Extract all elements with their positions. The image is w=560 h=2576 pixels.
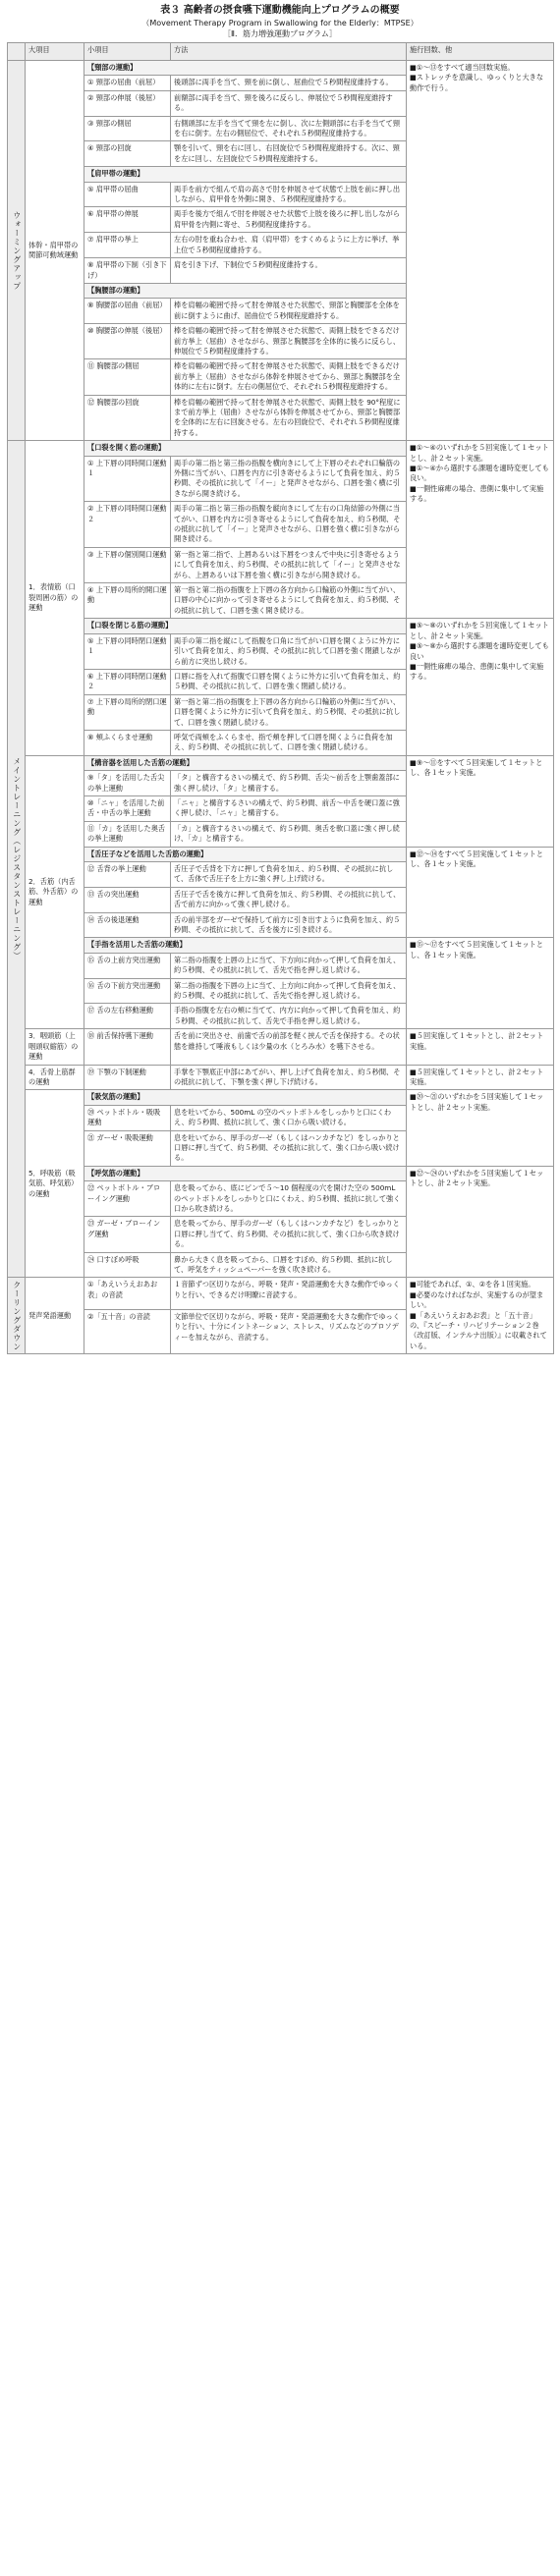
section-header-row — [8, 938, 554, 953]
section-header: 【頸部の運動】 — [84, 61, 407, 76]
method-cell: 棒を肩幅の範囲で持って肘を伸展させた状態で、頸部と胸腰部を全体を前に倒すように曲げ、屈曲位で５秒間程度維持する。 — [171, 299, 407, 324]
method-cell: 右側頭部に左手を当てて頸を左に倒し、次に左側頭部に右手を当てて頸を右に倒す。左右の側屈位で、それぞれ５秒間程度維持する。 — [171, 116, 407, 141]
item-cell: ⑦ 肩甲帯の挙上 — [84, 233, 171, 258]
item-cell: ⑧ 胸腰部の屈曲（前屈） — [84, 299, 171, 324]
item-cell: ⑬ 舌の突出運動 — [84, 887, 171, 912]
item-cell: ⑲ 下顎の下制運動 — [84, 1065, 171, 1090]
method-cell: 舌圧子で舌背を下方に押して負荷を加え、約５秒間、その抵抗に抗して、舌体で舌圧子を上方に強く押し上げ続ける。 — [171, 862, 407, 888]
method-cell: 手掌を下顎底正中部にあてがい、押し上げて負荷を加え、約５秒間、その抵抗に抗して、下顎を強く押し下げ続ける。 — [171, 1065, 407, 1090]
method-cell: 両手の第二指と第三指の指腹を横向きにして上下唇のそれぞれ口輪筋の外側に当てがい、口唇を内方に引き寄せるようにして負荷を加え、約５秒間、その抵抗に抗して「イー」と発声させながら、口唇を強く横に引きながら開き続ける。 — [171, 456, 407, 502]
method-cell: １音節ずつ区切りながら、呼吸・発声・発語運動を大きな動作でゆっくりと行い、できるだけ明瞭に音読する。 — [171, 1278, 407, 1309]
method-cell: 「タ」と構音するさいの構えで、約５秒間、舌尖〜前舌を上顎歯蓋部に強く押し続け、「タ」と構音する。 — [171, 771, 407, 796]
item-cell: ①「あえいうえおあお表」の音読 — [84, 1278, 171, 1309]
item-cell: ⑱ 前舌保持嚥下運動 — [84, 1029, 171, 1065]
notes-cell: ■可能であれば、①、②を各１回実施。 ■必要のなければなが、実施するのが望ましい。 ■「あえいうえおあお表」と「五十音」の、『スピーチ・リハビリテーション２巻（改訂版、インテルナ出版）』に収載されている。 — [407, 1278, 554, 1354]
method-cell: 手指の指腹を左右の頬に当てて、内方に向かって押して負荷を加え、約５秒間、その抵抗に抗して、舌先で手指を押し返し続ける。 — [171, 1004, 407, 1029]
section-header-row — [8, 1166, 554, 1180]
item-cell: ⑤ 上下唇の同時閉口運動１ — [84, 633, 171, 669]
phase-main-label: メイントレーニング（レジスタンストレーニング） — [12, 757, 22, 961]
category-cell: 5．呼吸筋（吸気筋、呼気筋）の運動 — [26, 1090, 84, 1278]
item-cell: ⑧ 頬ふくらませ運動 — [84, 730, 171, 755]
method-cell: 棒を肩幅の範囲で持って肘を伸展させた状態で、両側上肢を 90°程度にまで前方挙上（屈曲）させながら体幹を伸展させてから、頸部と胸腰部を全体的に左右に回旋させる。左右の回旋位で、それぞれ５秒間程度維持する。 — [171, 395, 407, 441]
method-cell: 文節単位で区切りながら、呼吸・発声・発語運動を大きな動作でゆっくりと行い、十分にイントネーション、ストレス、リズムなどのプロソディーを加えながら、音読する。 — [171, 1309, 407, 1353]
item-cell: ④ 頸部の回旋 — [84, 141, 171, 167]
item-cell: ⑤ 肩甲帯の屈曲 — [84, 182, 171, 207]
table-row — [8, 1029, 554, 1065]
document-title: 表３ 高齢者の摂食嚥下運動機能向上プログラムの概要 — [160, 5, 400, 16]
method-cell: 後頭部に両手を当て、頸を前に倒し、屈曲位で５秒間程度維持する。 — [171, 76, 407, 90]
method-cell: 息を吐いてから、500mL の空のペットボトルをしっかりと口にくわえ、約５秒間、抵抗に抗して、強く口から吸い続ける。 — [171, 1105, 407, 1130]
item-cell: ② 上下唇の同時開口運動２ — [84, 502, 171, 548]
section-header: 【吸気筋の運動】 — [84, 1090, 407, 1105]
section-header: 【口裂を開く筋の運動】 — [84, 441, 407, 456]
method-cell: 第二指の指腹を上唇の上に当て、下方向に向かって押して負荷を加え、約５秒間、その抵抗に抗して、舌先で指を押し返し続ける。 — [171, 953, 407, 978]
item-cell: ⑰ 舌の左右移動運動 — [84, 1004, 171, 1029]
method-cell: 舌を前に突出させ、前歯で舌の前部を軽く挟んで舌を保持する。その状態を維持して唾液もしくは少量の水（とろみ水）を嚥下させる。 — [171, 1029, 407, 1065]
header-item: 小項目 — [84, 43, 171, 61]
method-cell: 第一指と第二指の指腹を上下唇の各方向から口輪筋の外側に当てがい、口唇の中心に向かって引き寄せるようにして負荷を加え、約５秒間、その抵抗に抗して、口唇を強く開き続ける。 — [171, 583, 407, 619]
item-cell: ㉔ 口すぼめ呼吸 — [84, 1252, 171, 1278]
notes-cell: ■⑳〜㉑のいずれかを５回実施して１セットとし、計２セット実施。 — [407, 1090, 554, 1166]
section-header: 【胸腰部の運動】 — [84, 283, 407, 298]
section-header-row — [8, 441, 554, 456]
item-cell: ⑮ 舌の上前方突出運動 — [84, 953, 171, 978]
method-cell: 両手を後方で組んで肘を伸展させた状態で上肢を後ろに押し出しながら肩甲骨を内側に寄せ、５秒間程度維持する。 — [171, 207, 407, 233]
category-cell: 2．舌筋（内舌筋、外舌筋）の運動 — [26, 755, 84, 1029]
method-cell: 左右の肘を重ね合わせ、肩（肩甲帯）をすくめるように上方に挙げ、挙上位で５秒間程度維持する。 — [171, 233, 407, 258]
category-cell: 体幹・肩甲帯の関節可動域運動 — [26, 61, 84, 441]
section-header: 【肩甲帯の運動】 — [84, 167, 407, 182]
item-cell: ① 上下唇の同時開口運動１ — [84, 456, 171, 502]
header-category: 大項目 — [26, 43, 84, 61]
notes-cell: ■⑨〜⑪をすべて５回実施して１セットとし、各１セット実施。 — [407, 755, 554, 847]
phase-warmup — [8, 61, 26, 441]
document-subtitle-program: ［Ⅱ．筋力増強運動プログラム］ — [223, 29, 337, 38]
notes-cell: ■５回実施して１セットとし、計２セット実施。 — [407, 1029, 554, 1065]
method-cell: 第二指の指腹を下唇の上に当て、上方向に向かって押して負荷を加え、約５秒間、その抵抗に抗して、舌先で指を押し返し続ける。 — [171, 978, 407, 1004]
page — [7, 0, 553, 1354]
method-cell: 前額部に両手を当て、頸を後ろに反らし、伸展位で５秒間程度維持する。 — [171, 90, 407, 116]
table-header-row — [8, 43, 554, 61]
program-table — [7, 42, 554, 1354]
method-cell: 両手の第二指と第三指の指腹を縦向きにして左右の口角結節の外側に当てがい、口唇を内方に引き寄せるようにして負荷を加え、約５秒間、その抵抗に抗して「イー」と発声させながら、口唇を強く横に引きながら開き続ける。 — [171, 502, 407, 548]
item-cell: ⑨「タ」を活用した舌尖の挙上運動 — [84, 771, 171, 796]
item-cell: ⑥ 肩甲帯の伸展 — [84, 207, 171, 233]
method-cell: 第一指と第二指の指腹を上下唇の各方向から口輪筋の外側に当てがい、口唇を開くように外方に引いて負荷を加え、約５秒間、その抵抗に抗して、口唇を強く閉鎖し続ける。 — [171, 694, 407, 730]
item-cell: ③ 上下唇の個別開口運動 — [84, 547, 171, 582]
category-cell: 3．咽頭筋（上咽頭収縮筋）の運動 — [26, 1029, 84, 1065]
method-cell: 息を吸ってから、厚手のガーゼ（もしくはハンカチなど）をしっかりと口唇に押し当てて、約５秒間、その抵抗に抗して、強く口から吹き続ける。 — [171, 1217, 407, 1252]
section-header-row — [8, 619, 554, 633]
header-phase — [8, 43, 26, 61]
method-cell: 両手の第二指を縦にして指腹を口角に当てがい口唇を開くように外方に引いて負荷を加え、約５秒間、その抵抗に抗して口唇を強く閉鎖しながら前方に突出し続ける。 — [171, 633, 407, 669]
method-cell: 呼気で両頬をふくらませ、指で頬を押して口唇を開くように負荷を加え、約５秒間、その抵抗に抗して、口唇を強く閉鎖し続ける。 — [171, 730, 407, 755]
item-cell: ㉓ ガーゼ・ブローイング運動 — [84, 1217, 171, 1252]
item-cell: ⑫ 舌背の挙上運動 — [84, 862, 171, 888]
method-cell: 肩を引き下げ、下制位で５秒間程度維持する。 — [171, 258, 407, 284]
header-method: 方法 — [171, 43, 407, 61]
item-cell: ③ 頸部の側屈 — [84, 116, 171, 141]
section-header: 【呼気筋の運動】 — [84, 1166, 407, 1180]
notes-cell: ■５回実施して１セットとし、計２セット実施。 — [407, 1065, 554, 1090]
phase-cooldown-label: クーリングダウン — [12, 1280, 22, 1351]
phase-warmup-label: ウォーミングアップ — [12, 210, 22, 291]
item-cell: ② 頸部の伸展（後屈） — [84, 90, 171, 116]
section-header: 【口裂を閉じる筋の運動】 — [84, 619, 407, 633]
table-row — [8, 1065, 554, 1090]
item-cell: ⑥ 上下唇の同時閉口運動２ — [84, 669, 171, 694]
section-header-row — [8, 61, 554, 76]
method-cell: 舌圧子で舌を後方に押して負荷を加え、約５秒間、その抵抗に抗して、舌で前方に向かって強く押し続ける。 — [171, 887, 407, 912]
method-cell: 棒を肩幅の範囲で持って肘を伸展させた状態で、両側上肢をできるだけ前方挙上（屈曲）させながら体幹を伸展させてから、頸部と胸腰部を全体的に左右に倒す。左右の側屈位で、それぞれ５秒間程度維持する。 — [171, 359, 407, 395]
method-cell: 口唇に指を入れて指腹で口唇を開くように外方に引いて負荷を加え、約５秒間、その抵抗に抗して、口唇を強く閉鎖し続ける。 — [171, 669, 407, 694]
method-cell: 息を吐いてから、厚手のガーゼ（もしくはハンカチなど）をしっかりと口唇に押し当てて、約５秒間、その抵抗に抗して、強く口から吸い続ける。 — [171, 1130, 407, 1166]
section-header: 【構音器を活用した舌筋の運動】 — [84, 755, 407, 770]
section-header: 【舌圧子などを活用した舌筋の運動】 — [84, 847, 407, 861]
category-cell: 4．舌骨上筋群の運動 — [26, 1065, 84, 1090]
notes-cell: ■⑤〜⑧のいずれかを５回実施して１セットとし、計２セット実施。 ■⑤〜⑧から選択する課題を適時変更しても良い ■一側性麻痺の場合、患側に集中して実施する。 — [407, 619, 554, 755]
notes-cell: ■⑫〜⑭をすべて５回実施して１セットとし、各１セット実施。 — [407, 847, 554, 938]
item-cell: ⑩「ニャ」を活用した前舌・中舌の挙上運動 — [84, 795, 171, 821]
table-row — [8, 1278, 554, 1309]
method-cell: 「ニャ」と構音するさいの構えで、約５秒間、前舌〜中舌を硬口蓋に強く押し続け、「ニャ」と構音する。 — [171, 795, 407, 821]
item-cell: ⑪ 胸腰部の側屈 — [84, 359, 171, 395]
category-cell: 1．表情筋（口裂周囲の筋）の運動 — [26, 441, 84, 756]
item-cell: ④ 上下唇の局所的開口運動 — [84, 583, 171, 619]
header-notes: 施行回数、他 — [407, 43, 554, 61]
item-cell: ㉑ ガーゼ・吸吸運動 — [84, 1130, 171, 1166]
method-cell: 舌の前半部をガーゼで保持して前方に引き出すように負荷を加え、約５秒間、その抵抗に抗して、舌を後方に引き続ける。 — [171, 912, 407, 938]
item-cell: ㉒ ペットボトル・ブローイング運動 — [84, 1181, 171, 1217]
document-subtitle: （Movement Therapy Program in Swallowing for the Elderly：MTPSE） — [141, 19, 419, 27]
section-header-row — [8, 1090, 554, 1105]
item-cell: ⑪「カ」を活用した奥舌の挙上運動 — [84, 821, 171, 847]
notes-cell: ■①〜④のいずれかを５回実施して１セットとし、計２セット実施。 ■①〜④から選択する課題を適時変更しても良い。 ■一側性麻痺の場合、患側に集中して実施する。 — [407, 441, 554, 619]
item-cell: ① 頸部の屈曲（前屈） — [84, 76, 171, 90]
method-cell: 第一指と第二指で、上唇あるいは下唇をつまんで中央に引き寄せるようにして負荷を加え、約５秒間、その抵抗に抗して「イー」と発声させながら、上唇あるいは下唇を強く横に引きながら開き続ける。 — [171, 547, 407, 582]
item-cell: ⑩ 胸腰部の伸展（後屈） — [84, 324, 171, 359]
item-cell: ⑫ 胸腰部の回旋 — [84, 395, 171, 441]
phase-main — [8, 441, 26, 1278]
item-cell: ⑳ ペットボトル・吸吸運動 — [84, 1105, 171, 1130]
item-cell: ⑦ 上下唇の局所的閉口運動 — [84, 694, 171, 730]
phase-cooldown — [8, 1278, 26, 1354]
item-cell: ②「五十音」の音読 — [84, 1309, 171, 1353]
method-cell: 棒を肩幅の範囲で持って肘を伸展させた状態で、両側上肢をできるだけ前方挙上（屈曲）させながら、頸部と胸腰部を全体的に後ろに反らし、伸展位で５秒間程度維持する。 — [171, 324, 407, 359]
method-cell: 両手を前方で組んで肩の高さで肘を伸展させて状態で上肢を前に押し出しながら、肩甲骨を外側に開き、５秒間程度維持する。 — [171, 182, 407, 207]
section-header-row — [8, 755, 554, 770]
notes-cell: ■⑮〜⑰をすべて５回実施して１セットとし、各１セット実施。 — [407, 938, 554, 1029]
category-cell: 発声発語運動 — [26, 1278, 84, 1354]
table-body — [8, 61, 554, 1354]
section-header: 【手指を活用した舌筋の運動】 — [84, 938, 407, 953]
method-cell: 息を吸ってから、底にピンで５〜10 個程度の穴を開けた空の 500mL のペットボトルをしっかりと口にくわえ、約５秒間、抵抗に抗して強く口から吹き続ける。 — [171, 1181, 407, 1217]
item-cell: ⑧ 肩甲帯の下制（引き下げ） — [84, 258, 171, 284]
notes-cell: ■㉒〜㉔のいずれかを５回実施して１セットとし、計２セット実施。 — [407, 1166, 554, 1278]
method-cell: 「カ」と構音するさいの構えで、約５秒間、奥舌を軟口蓋に強く押し続け、「カ」と構音する。 — [171, 821, 407, 847]
notes-cell: ■①〜⑬をすべて適当回数実施。 ■ストレッチを意識し、ゆっくりと大きな動作で行う。 — [407, 61, 554, 441]
method-cell: 顎を引いて、頸を右に回し、右回旋位で５秒間程度維持する。次に、頸を左に回し、左回旋位で５秒間程度維持する。 — [171, 141, 407, 167]
section-header-row — [8, 847, 554, 861]
item-cell: ⑯ 舌の下前方突出運動 — [84, 978, 171, 1004]
method-cell: 鼻から大きく息を吸ってから、口唇をすぼめ、約５秒間、抵抗に抗して、呼気をティッシュペーパーを強く吹き続ける。 — [171, 1252, 407, 1278]
item-cell: ⑭ 舌の後退運動 — [84, 912, 171, 938]
